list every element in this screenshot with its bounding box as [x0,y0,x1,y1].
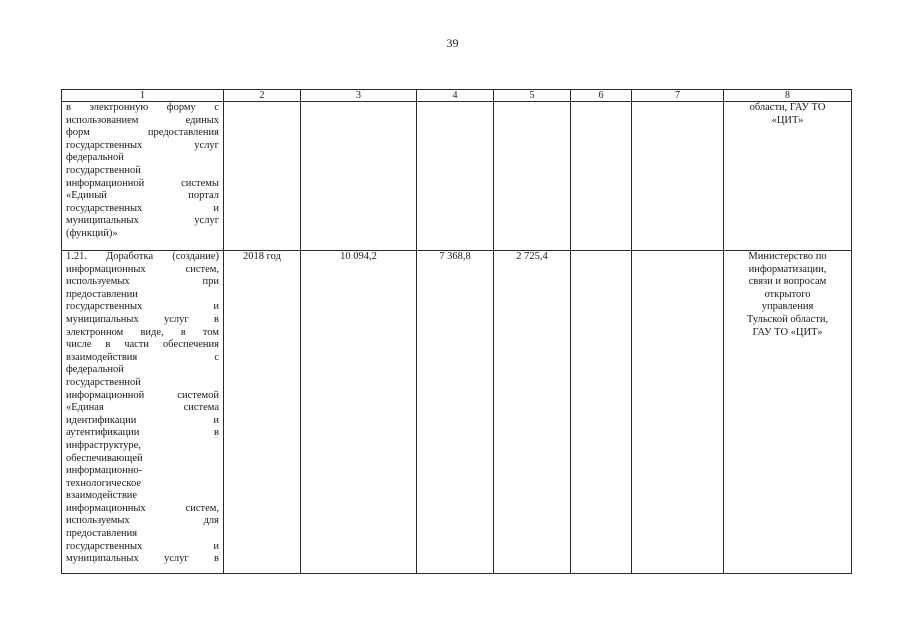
text-line: информационной системы [66,177,219,189]
text-line: государственных и [66,540,219,552]
text-line: управления [761,301,814,313]
text-line: муниципальных услуг в [66,313,219,325]
text-line: «Единая система [66,402,219,414]
text-line: предоставления [66,528,138,540]
text-line: используемых при [66,276,219,288]
text-line: ГАУ ТО «ЦИТ» [752,326,823,338]
text-line: информационно- [66,465,143,477]
text-line: информатизации, [748,263,827,275]
program-table [61,89,852,574]
text-line: муниципальных услуг в [66,553,219,565]
year-cell [224,102,301,251]
text-line: информационной системой [66,389,219,401]
text-line: информационных систем, [66,263,219,275]
total-cell [301,102,417,251]
header-cell-5: 5 [494,90,571,102]
value-cell-4 [417,102,494,251]
text-line: «Единый портал [66,190,219,202]
value-cell-5 [494,102,571,251]
text-line: используемых для [66,515,219,527]
header-cell-4: 4 [417,90,494,102]
text-line: форм предоставления [66,127,219,139]
text-line: федеральной [66,152,124,164]
text-line: идентификации и [66,414,219,426]
text-line: взаимодействие [66,490,138,502]
text-line: аутентификации в [66,427,219,439]
value-cell-5: 2 725,4 [494,251,571,574]
text-line: Тульской области, [746,313,829,325]
page-number: 39 [446,36,459,50]
description-cell [62,251,224,574]
text-line: государственных услуг [66,139,219,151]
text-line: муниципальных услуг [66,215,219,227]
year-cell: 2018 год [224,251,301,574]
executor-cell [724,251,852,574]
description-cell [62,102,224,251]
text-line: государственных и [66,301,219,313]
total-cell: 10 094,2 [301,251,417,574]
executor-cell [724,102,852,251]
text-line: обеспечивающей [66,452,143,464]
text-line: открытого [764,288,811,300]
text-line: государственных и [66,202,219,214]
text-line: государственной [66,376,141,388]
text-line: Министерство по [748,251,827,262]
value-cell-7 [632,251,724,574]
value-cell-6 [571,251,632,574]
text-line: государственной [66,164,141,176]
text-line: электронном виде, в том [66,326,219,338]
text-line: связи и вопросам [748,276,827,288]
text-line: федеральной [66,364,124,376]
header-cell-2: 2 [224,90,301,102]
text-line: взаимодействия с [66,351,219,363]
text-line: числе в части обеспечения [66,339,219,351]
table-row [62,251,852,574]
text-line: использованием единых [66,114,219,126]
text-line: «ЦИТ» [771,114,804,126]
text-line: инфраструктуре, [66,439,141,451]
header-cell-1: 1 [62,90,224,102]
text-line: предоставлении [66,288,138,300]
text-line: информационных систем, [66,502,219,514]
text-line: в электронную форму с [66,102,219,113]
text-line: технологическое [66,477,141,489]
value-cell-4: 7 368,8 [417,251,494,574]
table-row [62,102,852,251]
header-cell-6: 6 [571,90,632,102]
value-cell-7 [632,102,724,251]
header-cell-7: 7 [632,90,724,102]
text-line: 1.21. Доработка (создание) [66,251,219,262]
text-line: области, ГАУ ТО [749,102,826,113]
header-cell-8: 8 [724,90,852,102]
text-line: (функций)» [66,227,118,239]
header-row [62,90,852,102]
header-cell-3: 3 [301,90,417,102]
value-cell-6 [571,102,632,251]
